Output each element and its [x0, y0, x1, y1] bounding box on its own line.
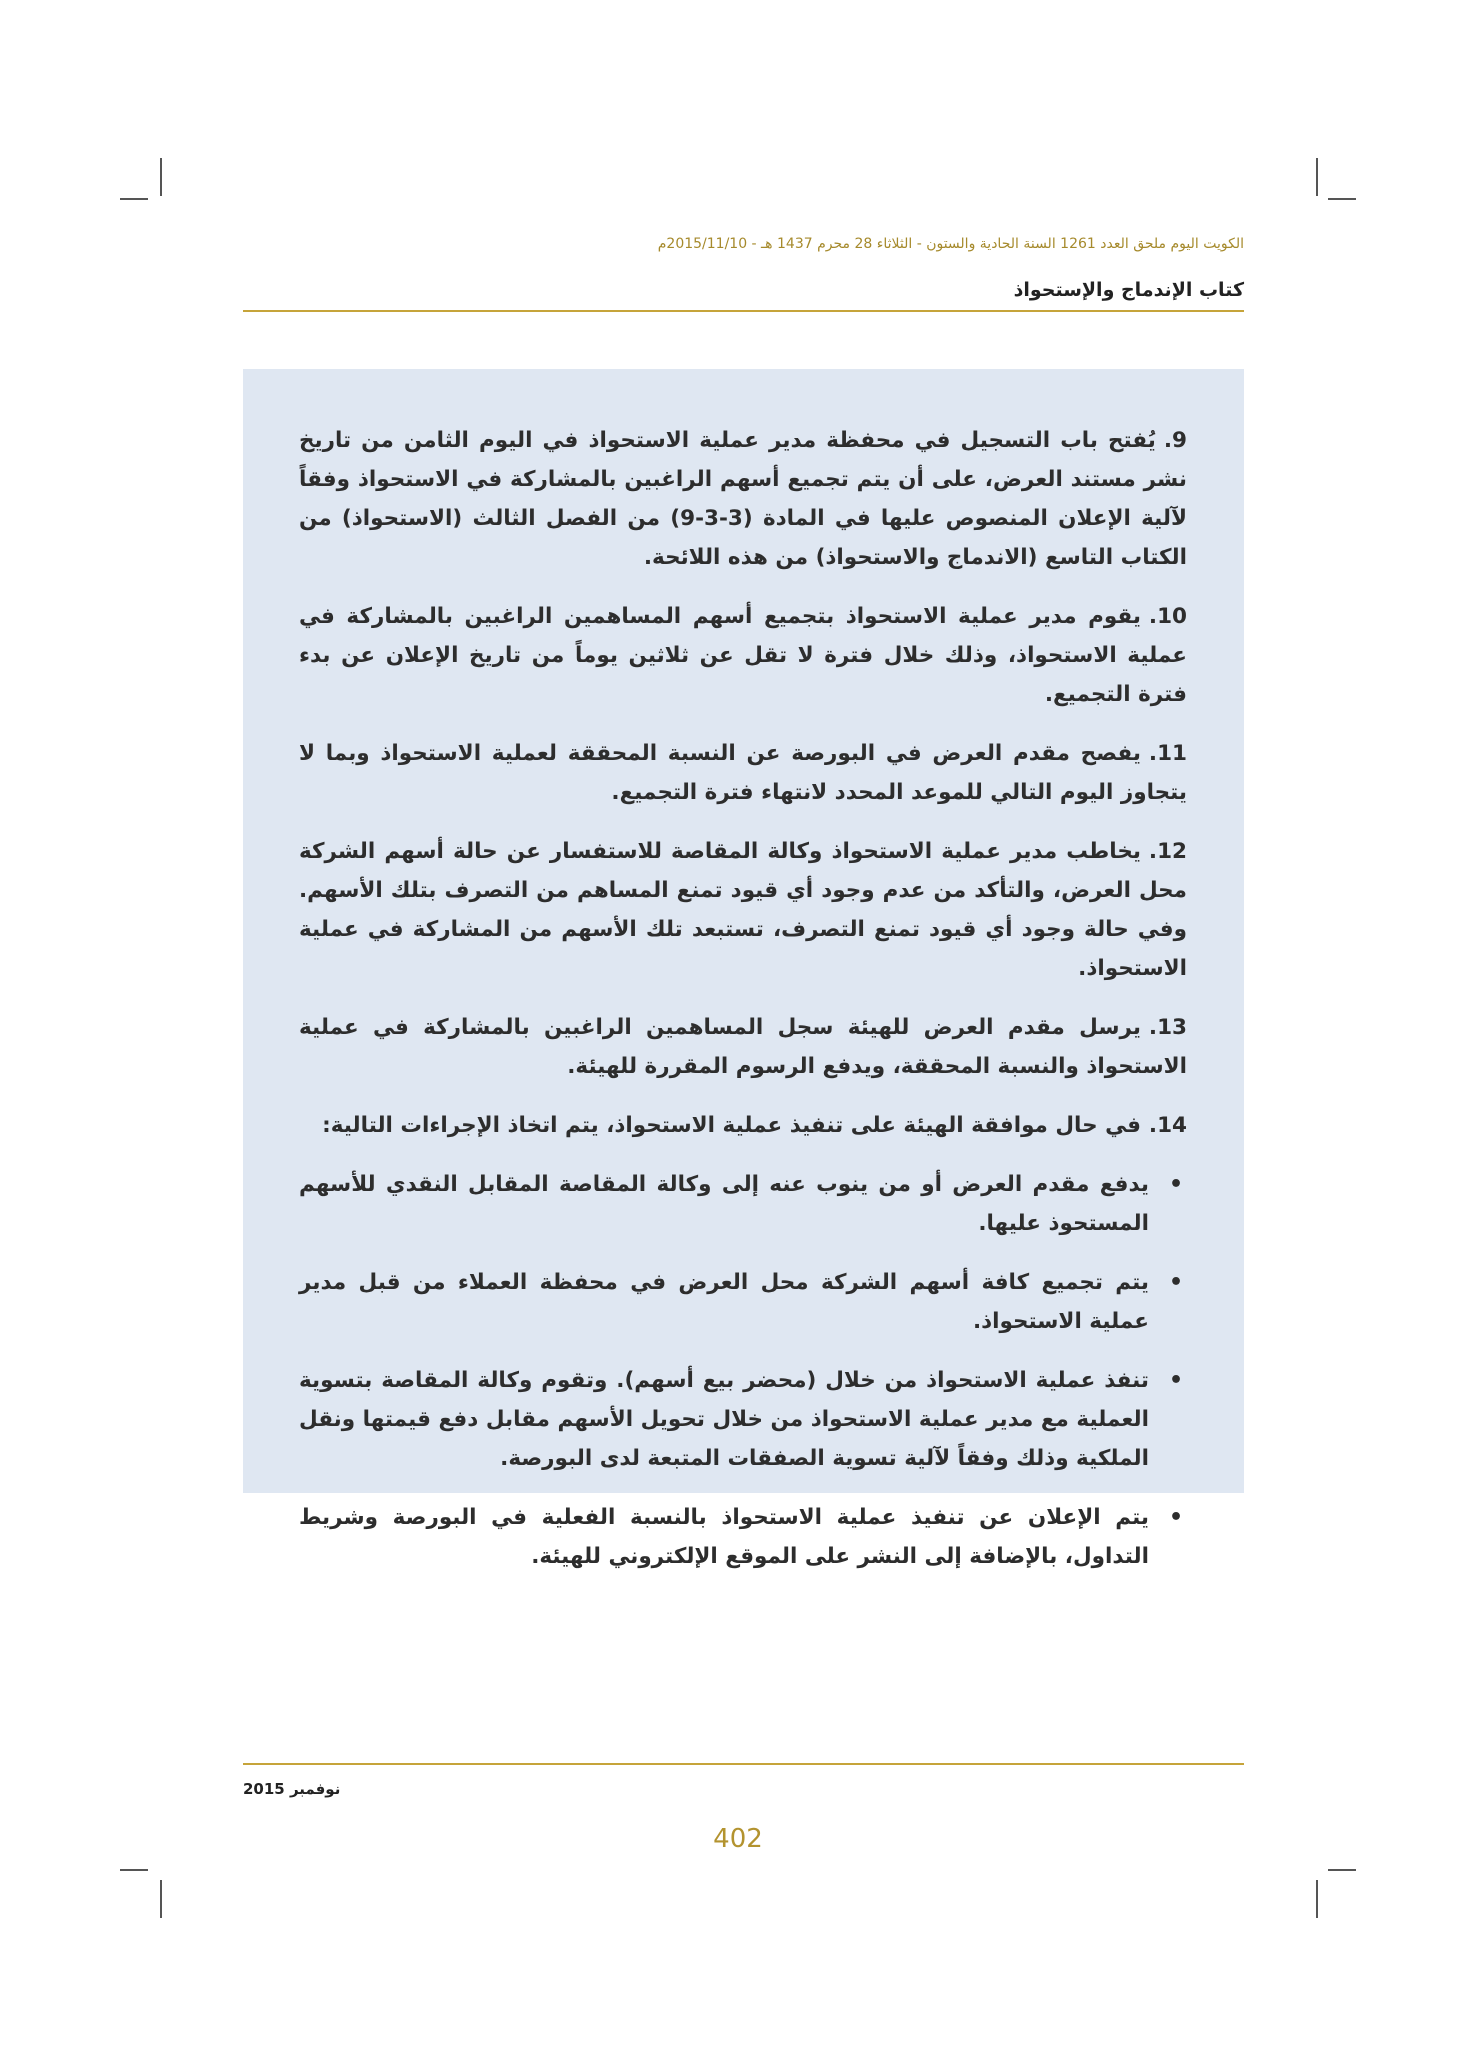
clause-text: يقوم مدير عملية الاستحواذ بتجميع أسهم المساهمين الراغبين بالمشاركة في عملية الاستحواذ، وذلك خلال فترة لا تقل عن ثلاثين يوماً من تاريخ الإعلان عن بدء فترة التجميع. [299, 604, 1187, 707]
clause-number: 10. [1148, 604, 1187, 629]
footer-rule [243, 1763, 1244, 1765]
procedure-item [299, 1263, 1187, 1341]
clause-item [299, 832, 1187, 988]
header-rule [243, 310, 1244, 312]
clause-text: يفصح مقدم العرض في البورصة عن النسبة المحققة لعملية الاستحواذ وبما لا يتجاوز اليوم التالي للموعد المحدد لانتهاء فترة التجميع. [299, 741, 1187, 805]
clause-number: 9. [1163, 428, 1187, 453]
procedure-text: يدفع مقدم العرض أو من ينوب عنه إلى وكالة المقاصة المقابل النقدي للأسهم المستحوذ عليها. [299, 1172, 1149, 1236]
clause-number: 12. [1148, 839, 1187, 864]
clause-item [299, 421, 1187, 577]
procedure-text: يتم الإعلان عن تنفيذ عملية الاستحواذ بالنسبة الفعلية في البورصة وشريط التداول، بالإضافة إلى النشر على الموقع الإلكتروني للهيئة. [299, 1505, 1149, 1569]
book-title: كتاب الإندماج والإستحواذ [1013, 279, 1244, 301]
procedure-item [299, 1498, 1187, 1576]
procedure-text: يتم تجميع كافة أسهم الشركة محل العرض في محفظة العملاء من قبل مدير عملية الاستحواذ. [299, 1270, 1149, 1334]
clause-number: 11. [1148, 741, 1187, 766]
page-number: 402 [713, 1824, 763, 1854]
publication-line: الكويت اليوم ملحق العدد 1261 السنة الحادية والستون - الثلاثاء 28 محرم 1437 هـ - 2015/11/10م [657, 236, 1244, 252]
clause-item [299, 1008, 1187, 1086]
clause-item [299, 734, 1187, 812]
crop-mark [120, 1869, 148, 1871]
bullet-icon: • [1168, 1172, 1183, 1197]
procedure-item [299, 1361, 1187, 1478]
procedure-item [299, 1165, 1187, 1243]
clause-text: في حال موافقة الهيئة على تنفيذ عملية الاستحواذ، يتم اتخاذ الإجراءات التالية: [322, 1113, 1141, 1138]
crop-mark [1316, 1880, 1318, 1918]
clause-text: يرسل مقدم العرض للهيئة سجل المساهمين الراغبين بالمشاركة في عملية الاستحواذ والنسبة المحققة، ويدفع الرسوم المقررة للهيئة. [299, 1015, 1187, 1079]
clause-number: 14. [1148, 1113, 1187, 1138]
clause-item [299, 597, 1187, 714]
content-box [243, 369, 1244, 1569]
crop-mark [1328, 1869, 1356, 1871]
crop-mark [1328, 198, 1356, 200]
clause-text: يخاطب مدير عملية الاستحواذ وكالة المقاصة للاستفسار عن حالة أسهم الشركة محل العرض، والتأكد من عدم وجود أي قيود تمنع المساهم من التصرف بتلك الأسهم. وفي حالة وجود أي قيود تمنع التصرف، تستبعد تلك الأسهم من المشاركة في عملية الاستحواذ. [299, 839, 1187, 981]
clause-number: 13. [1148, 1015, 1187, 1040]
crop-mark [160, 1880, 162, 1918]
clause-item [299, 1106, 1187, 1145]
procedure-list [299, 1165, 1187, 1576]
crop-mark [160, 158, 162, 196]
bullet-icon: • [1168, 1270, 1183, 1295]
bullet-icon: • [1168, 1505, 1183, 1530]
footer-month: نوفمبر 2015 [243, 1780, 341, 1798]
crop-mark [120, 198, 148, 200]
procedure-text: تنفذ عملية الاستحواذ من خلال (محضر بيع أسهم). وتقوم وكالة المقاصة بتسوية العملية مع مدير عملية الاستحواذ من خلال تحويل الأسهم مقابل دفع قيمتها ونقل الملكية وذلك وفقاً لآلية تسوية الصفقات المتبعة لدى البورصة. [299, 1368, 1149, 1471]
bullet-icon: • [1168, 1368, 1183, 1393]
clause-text: يُفتح باب التسجيل في محفظة مدير عملية الاستحواذ في اليوم الثامن من تاريخ نشر مستند العرض، على أن يتم تجميع أسهم الراغبين بالمشاركة في الاستحواذ وفقاً لآلية الإعلان المنصوص عليها في المادة (3-3-9) من الفصل الثالث (الاستحواذ) من الكتاب التاسع (الاندماج والاستحواذ) من هذه اللائحة. [299, 428, 1187, 570]
crop-mark [1316, 158, 1318, 196]
